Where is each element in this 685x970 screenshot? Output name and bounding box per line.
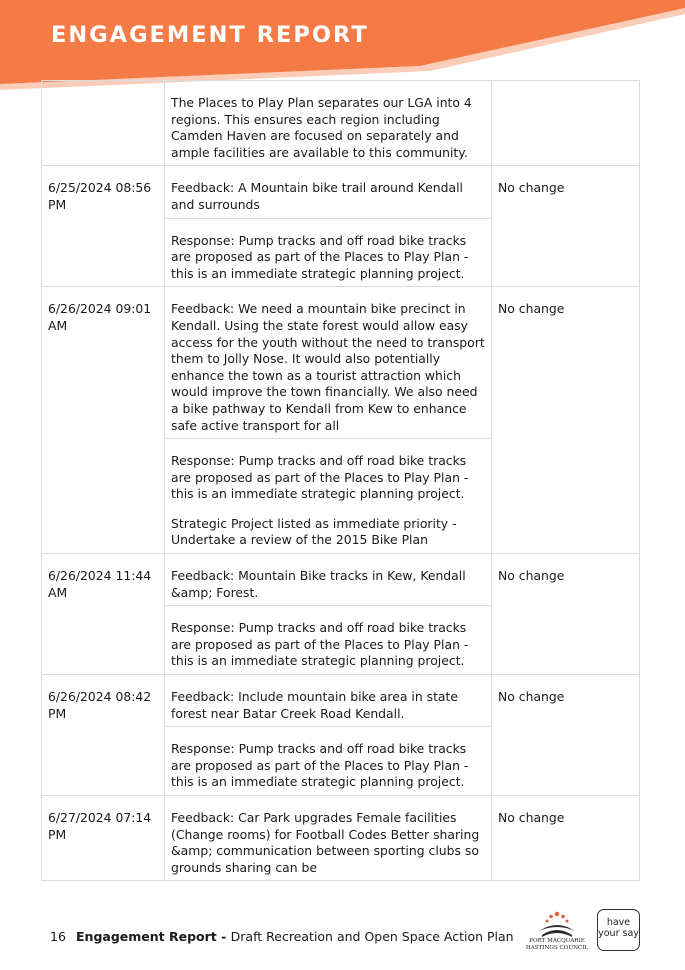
response-cell [165,439,492,554]
table-row [42,166,640,218]
feedback-cell [165,796,492,881]
feedback-text: Feedback: Car Park upgrades Female facilities (Change rooms) for Football Codes Better sharing &amp; communication between sporting clubs so grounds sharing can be [171,810,480,875]
date-cell: 6/26/2024 08:42 PM [42,675,165,796]
have-your-say-badge: have your say [597,909,640,951]
date-cell [42,81,165,166]
date-cell: 6/25/2024 08:56 PM [42,166,165,287]
feedback-cell: Feedback: Include mountain bike area in state forest near Batar Creek Road Kendall. [165,675,492,727]
date-cell: 6/26/2024 09:01 AM [42,287,165,554]
outcome-cell: No change [492,554,640,675]
response-cell [165,218,492,287]
date-cell: 6/27/2024 07:14 PM [42,796,165,881]
page-number: 16 [50,929,66,944]
response-text: Response: Pump tracks and off road bike tracks are proposed as part of the Places to Play Plan - this is an immediate strategic planning project. [171,232,469,281]
response-cell: The Places to Play Plan separates our LGA into 4 regions. This ensures each region including Camden Haven are focused on separately and ample facilities are available to this community. [165,81,492,166]
outcome-cell: No change [492,287,640,554]
outcome-cell [492,81,640,166]
outcome-cell: No change [492,796,640,881]
footer-report-label: Engagement Report - [76,929,231,944]
table-row [42,675,640,727]
table-row [42,554,640,606]
footer-title [76,929,514,944]
council-logo-icon [528,908,586,960]
page-title: ENGAGEMENT REPORT [51,22,369,48]
feedback-cell: Feedback: A Mountain bike trail around Kendall and surrounds [165,166,492,218]
response-text: Response: Pump tracks and off road bike tracks are proposed as part of the Places to Play Plan - this is an immediate strategic planning project. [171,453,469,502]
council-name: PORT MACQUARIE HASTINGS COUNCIL [525,938,589,951]
response-cell [165,606,492,675]
response-text: Response: Pump tracks and off road bike tracks are proposed as part of the Places to Play Plan - this is an immediate strategic planning project. [171,741,469,790]
feedback-table [41,80,640,881]
date-cell: 6/26/2024 11:44 AM [42,554,165,675]
table-row [42,81,640,166]
feedback-cell: Feedback: We need a mountain bike precinct in Kendall. Using the state forest would allow easy access for the youth without the need to transport them to Jolly Nose. It would also potentially enhance the town as a tourist attraction which would improve the town financially. We also need a bike pathway to Kendall from Kew to enhance safe active transport for all [165,287,492,439]
response-cell [165,727,492,796]
table-row [42,287,640,439]
outcome-cell: No change [492,166,640,287]
feedback-cell: Feedback: Mountain Bike tracks in Kew, Kendall &amp; Forest. [165,554,492,606]
footer-document-title: Draft Recreation and Open Space Action Plan [230,929,514,944]
table-row [42,796,640,881]
response-text: Strategic Project listed as immediate priority - Undertake a review of the 2015 Bike Plan [171,515,457,548]
outcome-cell: No change [492,675,640,796]
response-text: Response: Pump tracks and off road bike tracks are proposed as part of the Places to Play Plan - this is an immediate strategic planning project. [171,620,469,669]
